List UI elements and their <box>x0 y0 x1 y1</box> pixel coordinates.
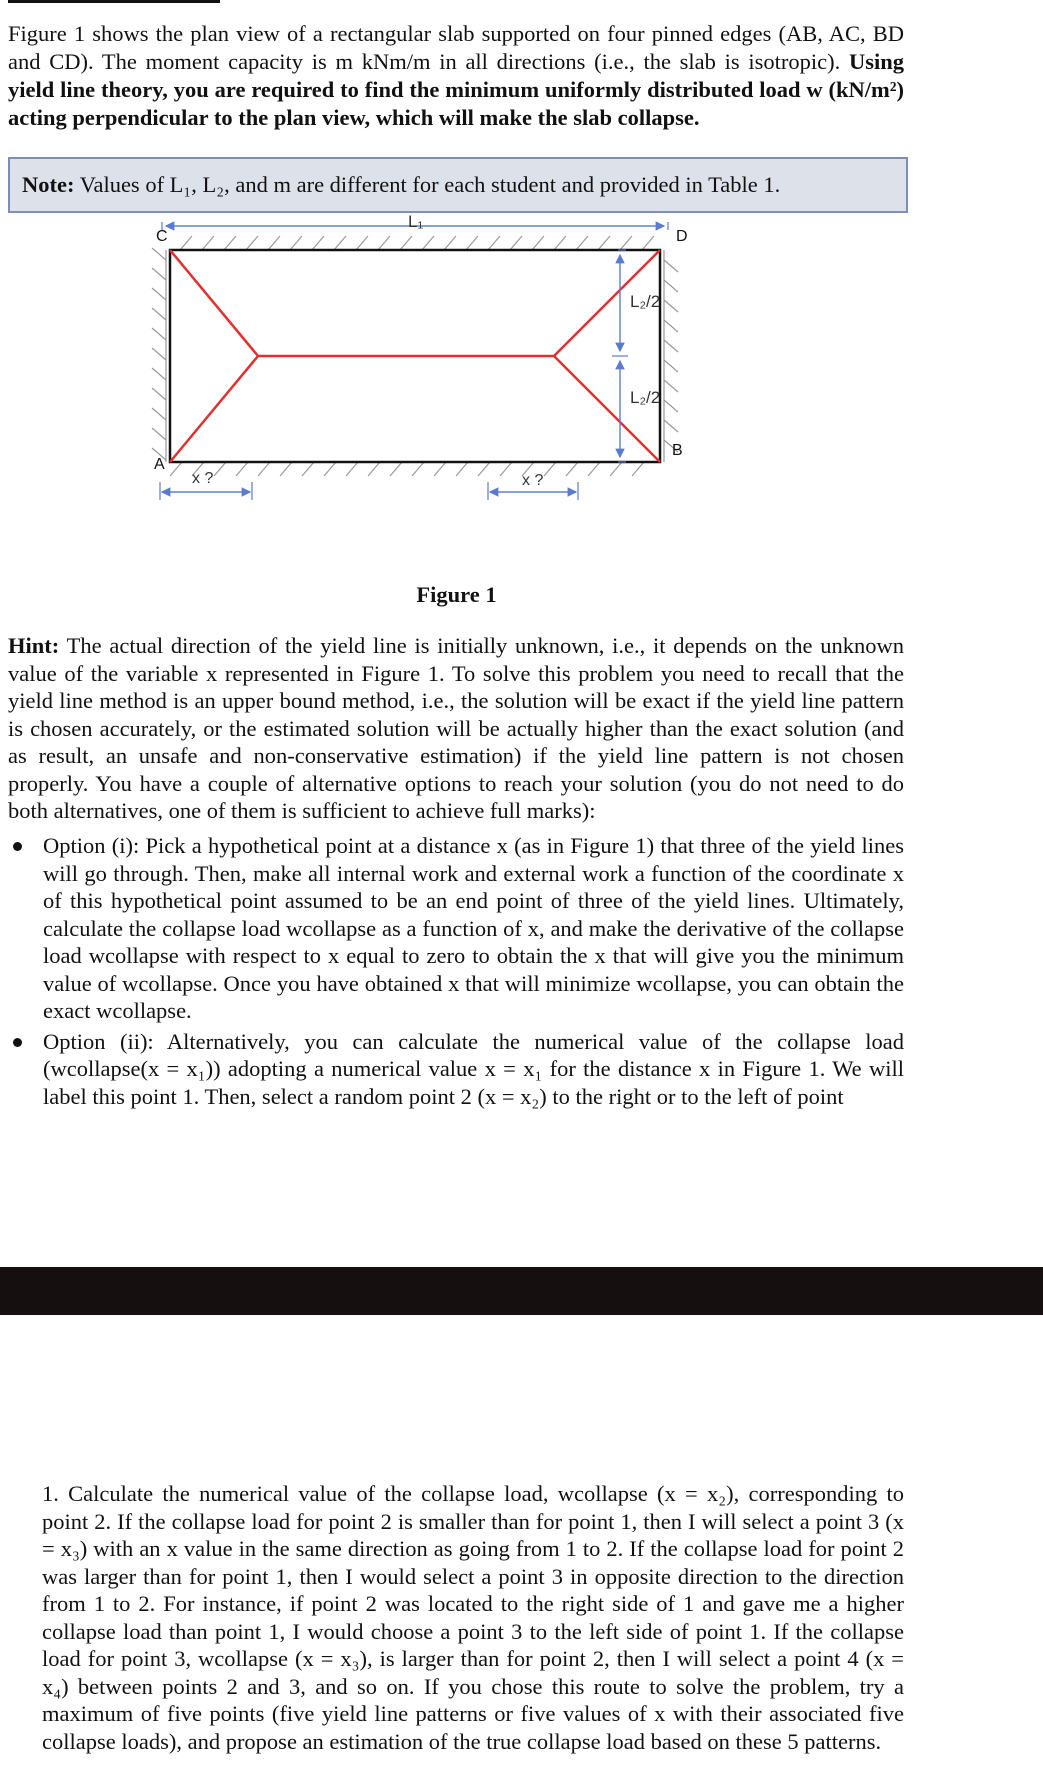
slab-diagram <box>140 220 790 580</box>
options-list <box>8 832 904 1110</box>
top-rule <box>8 0 220 3</box>
bottom-support-hatch <box>170 462 660 476</box>
note-label: Note: <box>22 172 75 197</box>
option-ii: Option (ii): Alternatively, you can calculate the numerical value of the collapse load (wcollapse(x = x₁)) adopting a numerical value x = x₁ for the distance x in Figure 1. We will label this point 1. Then, select a random point 2 (x = x₂) to the right or to the left of point <box>8 1028 904 1111</box>
hint-text: The actual direction of the yield line is initially unknown, i.e., it depends on the unknown value of the variable x represented in Figure 1. To solve this problem you need to recall that the yield line method is an upper bound method, i.e., the solution will be exact if the yield line pattern is chosen accurately, or the estimated solution will be actually higher than the exact solution (and as result, an unsafe and non-conservative estimation) if the yield line pattern is not chosen properly. You have a couple of alternative options to reach your solution (you do not need to do both alternatives, one of them is sufficient to achieve full marks): <box>8 633 905 823</box>
yield-lines <box>170 250 660 462</box>
intro-bold-requirement: Using yield line theory, you are required to find the minimum uniformly distributed load w (kN/m²) acting perpendicular to the plan view, which will make the slab collapse. <box>8 49 904 130</box>
label-x-right: x ? <box>522 472 544 489</box>
step-1-paragraph: 1. Calculate the numerical value of the collapse load, wcollapse (x = x₂), corresponding to point 2. If the collapse load for point 2 is smaller than for point 1, then I will select a point 3 (x = x₃) with an x value in the same direction as going from 1 to 2. If the collapse load for point 2 was larger than for point 1, then I would select a point 3 in opposite direction to the direction from 1 to 2. For instance, if point 2 was located to the right side of 1 and gave me a higher collapse load than point 1, I would choose a point 3 to the left side of point 1. If the collapse load for point 3, wcollapse (x = x₃), is larger than for point 2, then I will select a point 4 (x = x₄) between points 2 and 3, and so on. If you chose this route to solve the problem, try a maximum of five points (five yield line patterns or five values of x with their associated five collapse loads), and propose an estimation of the true collapse load based on these 5 patterns. <box>42 1481 904 1754</box>
intro-paragraph <box>8 20 904 132</box>
hint-label: Hint: <box>8 633 60 658</box>
label-B: B <box>672 442 683 459</box>
note-text: Values of L₁, L₂, and m are different for each student and provided in Table 1. <box>79 172 781 197</box>
label-D: D <box>676 228 688 245</box>
hint-paragraph <box>8 632 904 825</box>
figure-caption: Figure 1 <box>416 582 497 607</box>
top-support-hatch <box>170 236 660 250</box>
right-support-hatch <box>664 250 678 462</box>
left-support-hatch <box>152 248 166 462</box>
figure-1-slab-plan <box>140 212 790 580</box>
label-C: C <box>156 228 168 245</box>
label-A: A <box>154 456 165 473</box>
intro-text: Figure 1 shows the plan view of a rectangular slab supported on four pinned edges (AB, AC, BD and CD). The moment capacity is m kNm/m in all directions (i.e., the slab is isotropic). <box>8 21 904 74</box>
label-x-left: x ? <box>192 470 214 487</box>
note-box <box>8 157 908 213</box>
dim-L2 <box>612 250 628 462</box>
label-L2-top: L₂/2 <box>630 292 661 311</box>
option-i: Option (i): Pick a hypothetical point at a distance x (as in Figure 1) that three of the yield lines will go through. Then, make all internal work and external work a function of the coordinate x of this hypothetical point assumed to be an end point of three of the yield lines. Ultimately, calculate the collapse load wcollapse as a function of x, and make the derivative of the collapse load wcollapse with respect to x equal to zero to obtain the x that will give you the minimum value of wcollapse. Once you have obtained x that will minimize wcollapse, you can obtain the exact wcollapse. <box>8 832 904 1025</box>
label-L2-bottom: L₂/2 <box>630 388 661 407</box>
page-separator-band <box>0 1267 1043 1315</box>
label-L1: L₁ <box>408 212 424 231</box>
